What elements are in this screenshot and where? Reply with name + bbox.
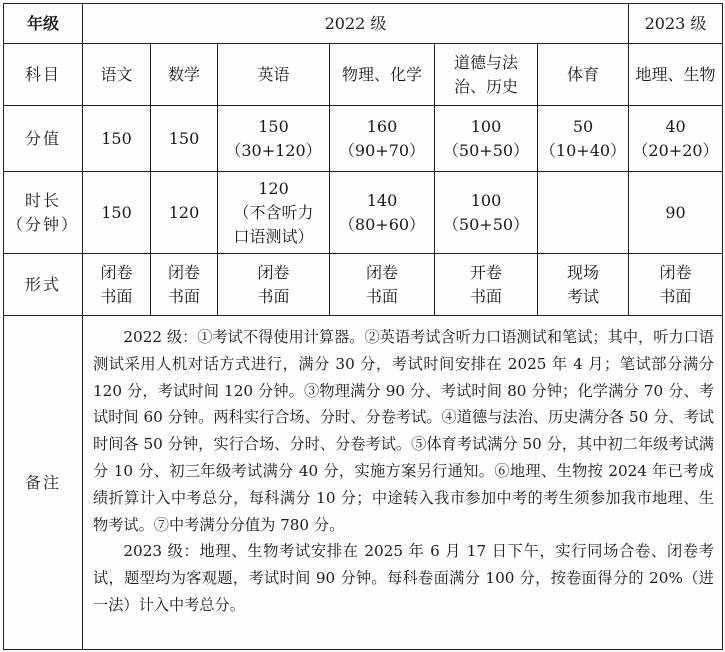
duration-line: （80+60） — [338, 214, 426, 234]
header-row — [4, 4, 723, 44]
score-row — [4, 106, 723, 172]
form-line: 考试 — [566, 286, 599, 306]
score-cell — [435, 106, 538, 172]
duration-line: （不含听力 — [233, 202, 314, 222]
duration-cell — [435, 172, 538, 254]
subject-row — [4, 44, 723, 106]
score-cell — [330, 106, 435, 172]
duration-label-line: 时长 — [24, 190, 61, 210]
score-cell — [629, 106, 723, 172]
duration-label — [4, 172, 83, 254]
form-cell — [151, 254, 218, 316]
form-line: 现场 — [566, 262, 599, 282]
score-line: 40 — [665, 116, 686, 136]
form-line: 闭卷 — [659, 262, 692, 282]
form-cell — [629, 254, 723, 316]
form-cell — [330, 254, 435, 316]
score-label: 分值 — [4, 106, 83, 172]
duration-cell: 150 — [83, 172, 151, 254]
notes-paragraph-2023: 2023 级：地理、生物考试安排在 2025 年 6 月 17 日下午，实行同场合卷、闭卷考试，题型均为客观题，考试时间 90 分钟。每科卷面满分 100 分，按卷面得分的 20%（进一法）计入中考总分。 — [93, 542, 714, 614]
grade-header: 年级 — [4, 4, 83, 44]
form-line: 书面 — [167, 286, 200, 306]
subject-cell: 数学 — [151, 44, 218, 106]
score-line: （30+120） — [225, 140, 322, 160]
notes-content — [83, 316, 723, 650]
duration-line: 口语测试） — [233, 226, 314, 246]
form-line: 开卷 — [469, 262, 502, 282]
subject-cell: 语文 — [83, 44, 151, 106]
score-cell: 150 — [151, 106, 218, 172]
form-cell — [435, 254, 538, 316]
score-line: （20+20） — [632, 140, 719, 160]
grade-2023-header: 2023 级 — [629, 4, 723, 44]
duration-cell — [330, 172, 435, 254]
form-cell — [83, 254, 151, 316]
form-line: 书面 — [469, 286, 502, 306]
duration-line: 100 — [470, 190, 502, 210]
form-cell — [218, 254, 330, 316]
form-line: 书面 — [659, 286, 692, 306]
form-line: 书面 — [100, 286, 133, 306]
score-line: 50 — [572, 116, 594, 136]
duration-cell: 120 — [151, 172, 218, 254]
score-cell: 150 — [83, 106, 151, 172]
score-cell — [218, 106, 330, 172]
duration-cell: 90 — [629, 172, 723, 254]
subject-cell — [435, 44, 538, 106]
subject-line: 治、历史 — [453, 76, 518, 96]
form-line: 闭卷 — [365, 262, 398, 282]
form-row — [4, 254, 723, 316]
subject-label: 科目 — [4, 44, 83, 106]
score-cell — [538, 106, 629, 172]
score-line: 100 — [470, 116, 502, 136]
duration-line: 140 — [366, 190, 398, 210]
duration-line: 120 — [258, 178, 289, 198]
form-cell — [538, 254, 629, 316]
score-line: 160 — [366, 116, 398, 136]
subject-cell: 物理、化学 — [330, 44, 435, 106]
duration-row — [4, 172, 723, 254]
score-line: 150 — [258, 116, 289, 136]
score-line: （10+40） — [539, 140, 627, 160]
score-line: （90+70） — [338, 140, 426, 160]
subject-cell: 体育 — [538, 44, 629, 106]
notes-row — [4, 316, 723, 650]
subject-cell: 英语 — [218, 44, 330, 106]
subject-cell: 地理、生物 — [629, 44, 723, 106]
form-line: 闭卷 — [257, 262, 290, 282]
grade-2022-header: 2022 级 — [83, 4, 629, 44]
subject-line: 道德与法 — [453, 52, 518, 72]
duration-label-line: （分钟） — [6, 214, 79, 234]
notes-label: 备注 — [4, 316, 83, 650]
notes-paragraph-2022: 2022 级：①考试不得使用计算器。②英语考试含听力口语测试和笔试；其中，听力口语测试采用人机对话方式进行，满分 30 分，考试时间安排在 2025 年 4 月；笔试部分满分 120 分，考试时间 120 分钟。③物理满分 90 分、考试时间 80 分钟；化学满分 70 分、考试时间 60 分钟。两科实行合场、分时、分卷考试。④道德与法治、历史满分各 50 分、考试时间各 50 分钟，实行合场、分时、分卷考试。⑤体育考试满分 50 分，其中初二年级考试满分 10 分、初三年级考试满分 40 分，实施方案另行通知。⑥地理、生物按 2024 年已考成绩折算计入中考总分，每科满分 10 分；中途转入我市参加中考的考生须参加我市地理、生物考试。⑦中考满分分值为 780 分。 — [93, 328, 714, 534]
form-label: 形式 — [4, 254, 83, 316]
form-line: 书面 — [257, 286, 290, 306]
duration-line: （50+50） — [442, 214, 530, 234]
duration-cell — [218, 172, 330, 254]
form-line: 闭卷 — [100, 262, 133, 282]
form-line: 书面 — [365, 286, 398, 306]
score-line: （50+50） — [442, 140, 530, 160]
exam-table — [3, 3, 723, 650]
duration-cell — [538, 172, 629, 254]
form-line: 闭卷 — [167, 262, 200, 282]
